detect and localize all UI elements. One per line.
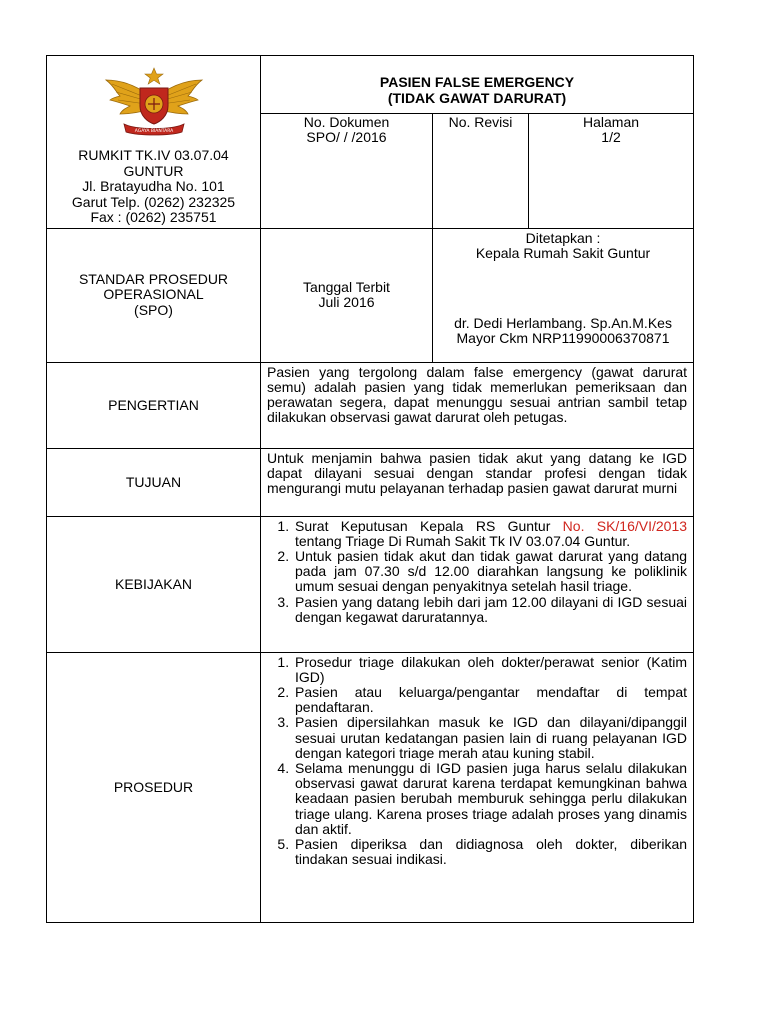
kebijakan-content xyxy=(261,516,694,652)
document-number-label: No. Dokumen xyxy=(303,113,390,130)
prosedur-list xyxy=(267,655,687,868)
document-title-cell xyxy=(261,56,694,114)
pengertian-text: Pasien yang tergolong dalam false emergency (gawat darurat semu) adalah pasien yang tidak memerlukan pemeriksaan dan perawatan segera, dapat menunggu sesuai antrian sambil tetap dilakukan observasi gawat darurat oleh petugas. xyxy=(261,362,694,448)
approval-position: Kepala Rumah Sakit Guntur xyxy=(475,245,651,261)
document-subtitle: (TIDAK GAWAT DARURAT) xyxy=(387,90,567,106)
page-number-value: 1/2 xyxy=(601,129,621,145)
prosedur-item: 5. Pasien diperiksa dan didiagnosa oleh dokter, diberikan tindakan sesuai indikasi. xyxy=(293,837,687,867)
prosedur-content xyxy=(261,652,694,922)
kebijakan-item: 2. Untuk pasien tidak akut dan tidak gawat darurat yang datang pada jam 07.30 s/d 12.00 diarahkan langsung ke poliklinik umum sesuai dengan penyakitnya setelah hasil triage. xyxy=(293,549,687,595)
logo-motto: AGAYA BIANTARA xyxy=(134,129,173,134)
revision-number-label: No. Revisi xyxy=(448,113,513,130)
hospital-name: RUMKIT TK.IV 03.07.04 xyxy=(78,147,229,163)
kebijakan-1-text: Surat Keputusan Kepala RS Guntur xyxy=(295,517,563,534)
document-number-cell xyxy=(261,113,433,228)
approval-label: Ditetapkan : xyxy=(525,229,601,246)
kebijakan-1-text-end: tentang Triage Di Rumah Sakit Tk IV 03.07.04 Guntur. xyxy=(295,532,631,549)
kebijakan-list xyxy=(267,519,687,625)
kebijakan-label: KEBIJAKAN xyxy=(47,516,261,652)
hospital-address: Jl. Bratayudha No. 101 xyxy=(82,178,225,194)
hospital-identity xyxy=(47,140,260,228)
decree-number: No. SK/16/VI/2013 xyxy=(562,517,688,534)
signer-id: Mayor Ckm NRP11990006370871 xyxy=(456,330,670,346)
kebijakan-item: 3. Pasien yang datang lebih dari jam 12.00 dilayani di IGD sesuai dengan kegawat daruratannya. xyxy=(293,595,687,625)
pengertian-label: PENGERTIAN xyxy=(47,362,261,448)
tujuan-text: Untuk menjamin bahwa pasien tidak akut yang datang ke IGD dapat dilayani sesuai dengan standar profesi dengan tidak mengurangi mutu pelayanan terhadap pasien gawat darurat murni xyxy=(261,448,694,516)
hospital-city: GUNTUR xyxy=(123,162,184,179)
spo-line-2: OPERASIONAL xyxy=(103,286,204,303)
spo-label-cell xyxy=(47,228,261,362)
spo-line-1: STANDAR PROSEDUR xyxy=(78,270,229,287)
page-number-cell xyxy=(529,113,694,228)
document-title: PASIEN FALSE EMERGENCY xyxy=(379,74,575,90)
page-number-label: Halaman xyxy=(583,113,640,130)
prosedur-label: PROSEDUR xyxy=(47,652,261,922)
approval-cell xyxy=(433,228,694,362)
hospital-fax: Fax : (0262) 235751 xyxy=(90,209,217,225)
prosedur-item: 4. Selama menunggu di IGD pasien juga harus selalu dilakukan observasi gawat darurat karena terdapat kemungkinan bahwa keadaan pasien berubah memburuk sehingga perlu dilakukan triage ulang. Karena proses triage adalah proses yang dinamis dan aktif. xyxy=(293,761,687,837)
prosedur-item: 2. Pasien atau keluarga/pengantar mendaftar di tempat pendaftaran. xyxy=(293,685,687,715)
revision-number-cell xyxy=(433,113,529,228)
hospital-phone: Garut Telp. (0262) 232325 xyxy=(71,193,236,210)
prosedur-item: 3. Pasien dipersilahkan masuk ke IGD dan dilayani/dipanggil sesuai urutan kedatangan pasien lain di ruang pelayanan IGD dengan kategori triage merah atau kuning stabil. xyxy=(293,715,687,761)
tujuan-label: TUJUAN xyxy=(47,448,261,516)
spo-line-3: (SPO) xyxy=(134,301,173,318)
hospital-header-cell xyxy=(47,56,261,229)
signer-name: dr. Dedi Herlambang. Sp.An.M.Kes xyxy=(454,314,672,331)
prosedur-item: 1. Prosedur triage dilakukan oleh dokter/perawat senior (Katim IGD) xyxy=(293,655,687,685)
document-number-value: SPO/ / /2016 xyxy=(306,129,387,145)
hospital-emblem-logo xyxy=(102,66,206,140)
issue-date-label: Tanggal Terbit xyxy=(303,278,390,295)
issue-date-cell xyxy=(261,228,433,362)
spo-document-table xyxy=(46,55,694,923)
kebijakan-item xyxy=(293,519,687,549)
issue-date-value: Juli 2016 xyxy=(318,294,375,310)
